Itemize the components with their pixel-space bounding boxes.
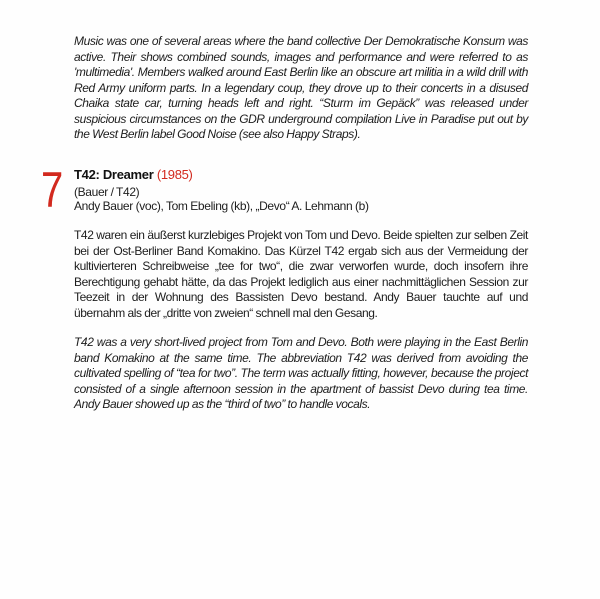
track-title-line bbox=[74, 168, 528, 182]
track-number: 7 bbox=[41, 162, 64, 218]
description-paragraph-de: T42 waren ein äußerst kurzlebiges Projekt von Tom und Devo. Beide spielten zur selben Zeit bei der Ost-Berliner Band Komakino. Das Kürzel T42 ergab sich aus der Vermeidung der kultivierteren Schreibweise „tee for two“, die zwar verworfen wurde, doch insofern ihre Berechtigung gehabt hätte, da das Projekt lediglich aus einer nachmittäglichen Session zur Teezeit in der Wohnung des Bassisten Devo bestand. Andy Bauer tauchte auf und übernahm als der „dritte von zweien“ schnell mal den Gesang. bbox=[74, 228, 528, 320]
intro-paragraph-en: Music was one of several areas where the band collective Der Demokratische Konsum was active. Their shows combined sounds, images and performance and were referred to as 'multimedia'. Members walked around East Berlin like an obscure art militia in a wild drill with Red Army uniform parts. In a legendary coup, they drove up to their concerts in a disused Chaika state car, turning heads left and right. “Sturm im Gepäck” was released under suspicious circumstances on the GDR underground compilation Live in Paradise put out by the West Berlin label Good Noise (see also Happy Straps). bbox=[74, 34, 528, 141]
track-year: (1985) bbox=[156, 167, 193, 182]
description-paragraph-en: T42 was a very short-lived project from Tom and Devo. Both were playing in the East Berlin band Komakino at the same time. The abbreviation T42 was derived from avoiding the cultivated spelling of “tea for two”. The term was actually fitting, however, because the project consisted of a single afternoon session in the apartment of bassist Devo during tea time. Andy Bauer showed up as the “third of two” to handle vocals. bbox=[74, 335, 528, 411]
track-title: T42: Dreamer bbox=[74, 167, 154, 182]
track-credits-writer: (Bauer / T42) bbox=[74, 185, 140, 199]
track-credits-lineup: Andy Bauer (voc), Tom Ebeling (kb), „Devo“ A. Lehmann (b) bbox=[74, 199, 369, 214]
track-header bbox=[74, 168, 528, 213]
